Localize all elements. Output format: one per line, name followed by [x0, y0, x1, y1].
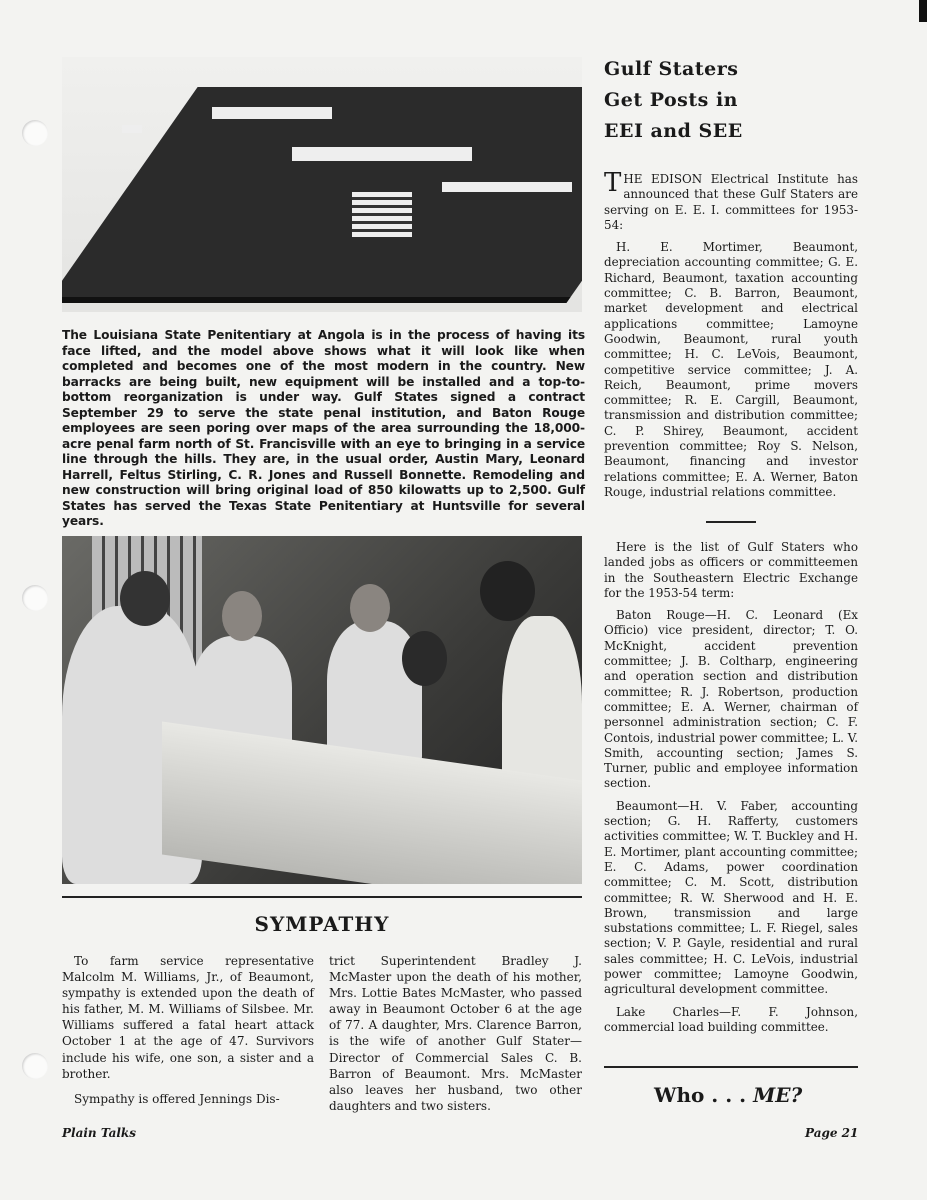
paragraph: Here is the list of Gulf Staters who landed jobs as officers or committeemen in the Southeastern Electric Exchange for the 1953-54 term: — [604, 540, 858, 600]
paragraph: H. E. Mortimer, Beaumont, depreciation accounting committee; G. E. Richard, Beaumont, taxation accounting committee; C. B. Barron, Beaumont, market development and electrical applications committee; Lamoyne Goodwin, Beaumont, rural youth committee; H. C. LeVois, Beaumont, competitive service committee; J. A. Reich, Beaumont, prime movers committee; R. E. Cargill, Beaumont, transmission and distribution committee; C. P. Shirey, Beaumont, accident prevention committee; Roy S. Nelson, Beaumont, financing and investor relations committee; E. A. Werner, Baton Rouge, industrial relations committee. — [604, 240, 858, 499]
who-text: Who . . . — [654, 1083, 754, 1107]
see-article-body — [604, 540, 858, 1042]
punch-hole — [22, 585, 48, 611]
title-line: Get Posts in — [604, 89, 738, 111]
paragraph: Baton Rouge—H. C. Leonard (Ex Officio) vice president, director; T. O. McKnight, accident prevention committee; J. B. Coltharp, engineering and operation section and distribution committee; R. J. Robertson, production committee; E. A. Werner, chairman of personnel administration section; C. F. Contois, industrial power committee; L. V. Smith, accounting section; James S. Turner, public and employee information section. — [604, 608, 858, 791]
article-title — [604, 54, 743, 147]
punch-hole — [22, 1053, 48, 1079]
photo-caption: The Louisiana State Penitentiary at Angola is in the process of having its face lifted, and the model above shows what it will look like when completed and becomes one of the most modern in the country. New barracks are being built, new equipment will be installed and a top-to-bottom reorganization is under way. Gulf States signed a contract September 29 to serve the state penal institution, and Baton Rouge employees are seen poring over maps of the area surrounding the 18,000-acre penal farm north of St. Francisville with an eye to bringing in a service line through the hills. They are, in the usual order, Austin Mary, Leonard Harrell, Feltus Stirling, C. R. Jones and Russell Bonnette. Remodeling and new construction will bring original load of 850 kilowatts up to 2,500. Gulf States has served the Texas State Penitentiary at Huntsville for several years. — [62, 328, 585, 528]
footer-page-number: Page 21 — [805, 1126, 859, 1140]
punch-hole — [22, 120, 48, 146]
penitentiary-model-photo — [62, 57, 582, 312]
eei-article-body — [604, 168, 858, 507]
title-line: Gulf Staters — [604, 58, 739, 80]
sympathy-column-2 — [329, 953, 582, 1123]
me-text: ME? — [753, 1083, 803, 1107]
paragraph: Lake Charles—F. F. Johnson, commercial load building committee. — [604, 1004, 858, 1034]
paragraph: Beaumont—H. V. Faber, accounting section; G. H. Rafferty, customers activities committee; W. T. Buckley and H. E. Mortimer, plant accounting committee; E. C. Adams, power coordination committee; C. M. Scott, distribution committee; R. W. Sherwood and H. E. Brown, transmission and large substations committee; L. F. Riegel, sales section; V. P. Gayle, residential and rural sales committee; H. C. LeVois, industrial power committee; Lamoyne Goodwin, agricultural development committee. — [604, 798, 858, 997]
paragraph: Sympathy is offered Jennings Dis- — [74, 1091, 280, 1106]
who-me-heading — [654, 1083, 802, 1107]
sympathy-column-1 — [62, 953, 314, 1116]
paragraph: trict Superintendent Bradley J. McMaster upon the death of his mother, Mrs. Lottie Bates McMaster, who passed away in Beaumont October 6 at the age of 77. A daughter, Mrs. Clarence Barron, is the wife of another Gulf Stater—Director of Commercial Sales C. B. Barron of Beaumont. Mrs. McMaster also leaves her husband, two other daughters and two sisters. — [329, 954, 582, 1113]
paragraph: HE EDISON Electrical Institute has announced that these Gulf Staters are serving on E. E. I. committees for 1953-54: — [604, 172, 858, 232]
employees-map-photo — [62, 536, 582, 884]
title-line: EEI and SEE — [604, 120, 743, 142]
paragraph: To farm service representative Malcolm M. Williams, Jr., of Beaumont, sympathy is extended upon the death of his father, M. M. Williams of Silsbee. Mr. Williams suffered a fatal heart attack October 1 at the age of 47. Survivors include his wife, one son, a sister and a brother. — [62, 954, 314, 1081]
footer-publication: Plain Talks — [62, 1126, 137, 1140]
short-divider — [706, 521, 756, 523]
section-divider — [62, 896, 582, 898]
drop-cap: T — [604, 168, 622, 198]
section-divider — [604, 1066, 858, 1068]
page-edge-mark — [919, 0, 927, 22]
sympathy-heading: SYMPATHY — [254, 912, 390, 936]
